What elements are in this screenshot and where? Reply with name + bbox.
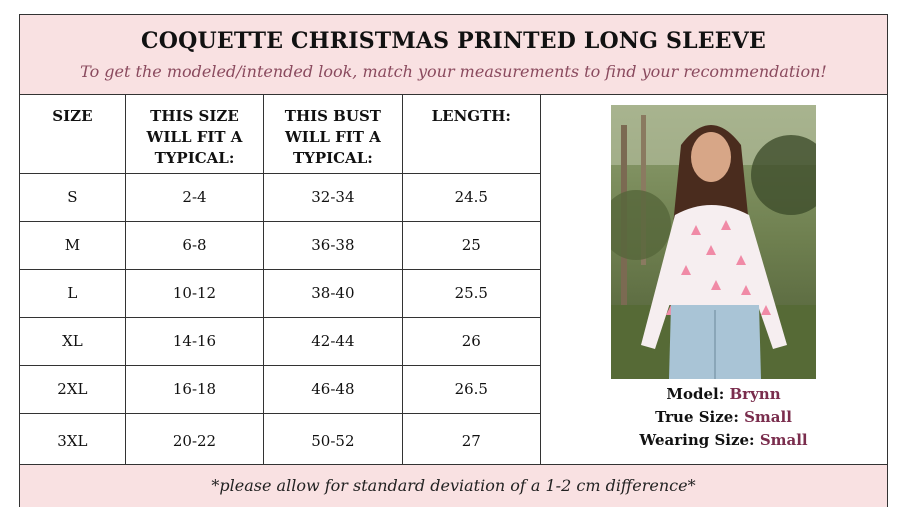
cell-size: XL [20,317,125,365]
model-photo [611,105,816,379]
true-size-value: Small [744,408,792,426]
wearing-size-line [560,431,887,449]
size-table [20,94,541,470]
cell-length: 26 [402,317,540,365]
header-band [20,15,887,95]
cell-size: 3XL [20,413,125,469]
header-fit [125,94,263,173]
cell-size: 2XL [20,365,125,413]
header-bust-text: THIS BUST WILL FIT A TYPICAL: [284,107,381,167]
table-row [20,269,541,317]
cell-length: 25.5 [402,269,540,317]
cell-bust: 50-52 [264,413,402,469]
true-size-line [560,408,887,426]
cell-bust: 36-38 [264,221,402,269]
page-title: COQUETTE CHRISTMAS PRINTED LONG SLEEVE [141,28,766,54]
cell-bust: 46-48 [264,365,402,413]
cell-bust: 32-34 [264,173,402,221]
size-chart-frame [19,14,888,507]
table-header-row [20,94,541,173]
table-row [20,221,541,269]
cell-length: 26.5 [402,365,540,413]
cell-length: 27 [402,413,540,469]
header-bust [264,94,402,173]
cell-fit: 10-12 [125,269,263,317]
page-subtitle: To get the modeled/intended look, match your measurements to find your recommendation! [80,62,827,81]
model-label: Model: [666,385,725,403]
cell-fit: 6-8 [125,221,263,269]
wearing-size-label: Wearing Size: [639,431,755,449]
wearing-size-value: Small [759,431,808,449]
cell-size: L [20,269,125,317]
table-row [20,365,541,413]
cell-length: 25 [402,221,540,269]
footer-note: *please allow for standard deviation of a 1-2 cm difference* [20,464,887,507]
cell-fit: 2-4 [125,173,263,221]
cell-bust: 38-40 [264,269,402,317]
header-size: SIZE [20,94,125,173]
table-row [20,317,541,365]
model-photo-illustration [611,105,816,379]
cell-size: S [20,173,125,221]
cell-size: M [20,221,125,269]
model-name: Brynn [729,385,781,403]
cell-length: 24.5 [402,173,540,221]
header-fit-text: THIS SIZE WILL FIT A TYPICAL: [146,107,243,167]
cell-bust: 42-44 [264,317,402,365]
table-row [20,173,541,221]
cell-fit: 14-16 [125,317,263,365]
true-size-label: True Size: [655,408,739,426]
table-row [20,413,541,469]
model-name-line [560,385,887,403]
cell-fit: 20-22 [125,413,263,469]
header-length: LENGTH: [402,94,540,173]
cell-fit: 16-18 [125,365,263,413]
